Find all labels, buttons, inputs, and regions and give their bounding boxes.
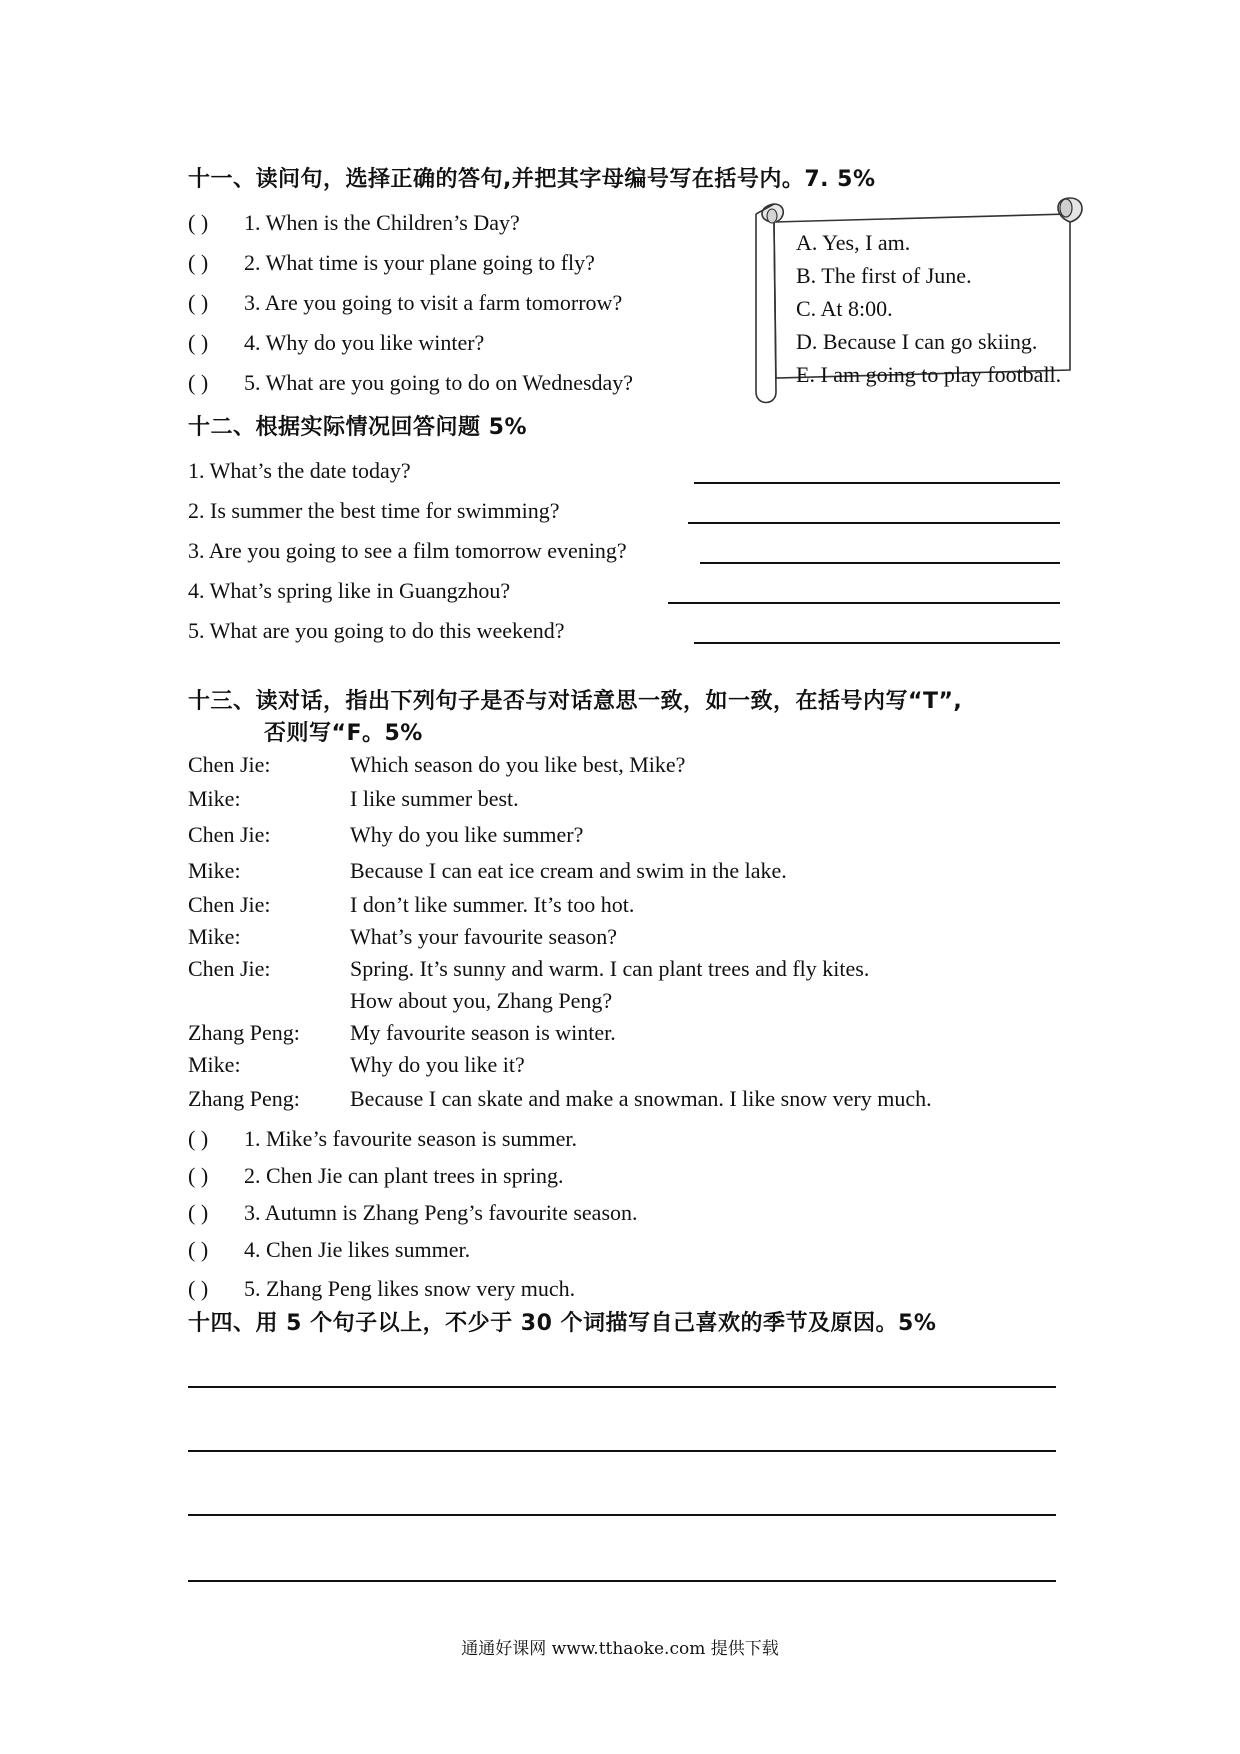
speaker-name: Zhang Peng: bbox=[188, 1020, 300, 1045]
speaker-name: Chen Jie: bbox=[188, 752, 271, 777]
speaker-name: Chen Jie: bbox=[188, 822, 271, 847]
answer-bracket[interactable]: ( ) bbox=[188, 210, 209, 235]
question-text: 3. Are you going to visit a farm tomorrow? bbox=[244, 290, 623, 315]
dialogue-line: How about you, Zhang Peng? bbox=[350, 988, 613, 1013]
speaker-name: Zhang Peng: bbox=[188, 1086, 300, 1111]
speaker-name: Mike: bbox=[188, 786, 241, 811]
dialogue-line: I don’t like summer. It’s too hot. bbox=[350, 892, 635, 917]
option-b: B. The first of June. bbox=[796, 263, 972, 288]
statement-text: 5. Zhang Peng likes snow very much. bbox=[244, 1276, 576, 1301]
dialogue-line: What’s your favourite season? bbox=[350, 924, 617, 949]
section14-heading: 十四、用 5 个句子以上，不少于 30 个词描写自己喜欢的季节及原因。5% bbox=[188, 1311, 937, 1336]
dialogue-line: Spring. It’s sunny and warm. I can plant trees and fly kites. bbox=[350, 956, 870, 981]
answer-bracket[interactable]: ( ) bbox=[188, 1126, 209, 1151]
answer-bracket[interactable]: ( ) bbox=[188, 250, 209, 275]
speaker-name: Chen Jie: bbox=[188, 956, 271, 981]
statement-text: 4. Chen Jie likes summer. bbox=[244, 1237, 471, 1262]
statement-text: 2. Chen Jie can plant trees in spring. bbox=[244, 1163, 564, 1188]
dialogue-line: Why do you like summer? bbox=[350, 822, 584, 847]
answer-line[interactable] bbox=[694, 482, 1060, 484]
answer-bracket[interactable]: ( ) bbox=[188, 1237, 209, 1262]
answer-line[interactable] bbox=[668, 602, 1060, 604]
writing-line[interactable] bbox=[188, 1580, 1056, 1582]
writing-line[interactable] bbox=[188, 1514, 1056, 1516]
question-text: 4. Why do you like winter? bbox=[244, 330, 485, 355]
writing-line[interactable] bbox=[188, 1450, 1056, 1452]
option-a: A. Yes, I am. bbox=[796, 230, 911, 255]
option-e: E. I am going to play football. bbox=[796, 362, 1062, 387]
answer-line[interactable] bbox=[694, 642, 1060, 644]
section13-heading-cont: 否则写“F。5% bbox=[264, 721, 423, 746]
footer-credit: 通通好课网 www.tthaoke.com 提供下载 bbox=[461, 1639, 779, 1659]
question-text: 4. What’s spring like in Guangzhou? bbox=[188, 578, 511, 603]
section13-heading: 十三、读对话，指出下列句子是否与对话意思一致，如一致，在括号内写“T”, bbox=[188, 689, 963, 714]
section11-heading: 十一、读问句，选择正确的答句,并把其字母编号写在括号内。7. 5% bbox=[188, 167, 876, 192]
dialogue-line: Because I can eat ice cream and swim in the lake. bbox=[350, 858, 787, 883]
answer-bracket[interactable]: ( ) bbox=[188, 1200, 209, 1225]
speaker-name: Mike: bbox=[188, 1052, 241, 1077]
option-c: C. At 8:00. bbox=[796, 296, 893, 321]
question-text: 1. When is the Children’s Day? bbox=[244, 210, 520, 235]
speaker-name: Mike: bbox=[188, 924, 241, 949]
dialogue-line: Why do you like it? bbox=[350, 1052, 525, 1077]
question-text: 3. Are you going to see a film tomorrow evening? bbox=[188, 538, 627, 563]
question-text: 5. What are you going to do this weekend? bbox=[188, 618, 565, 643]
section12-heading: 十二、根据实际情况回答问题 5% bbox=[188, 415, 528, 440]
question-text: 2. What time is your plane going to fly? bbox=[244, 250, 595, 275]
dialogue-line: Because I can skate and make a snowman. I like snow very much. bbox=[350, 1086, 932, 1111]
statement-text: 1. Mike’s favourite season is summer. bbox=[244, 1126, 578, 1151]
speaker-name: Mike: bbox=[188, 858, 241, 883]
answer-line[interactable] bbox=[700, 562, 1060, 564]
question-text: 2. Is summer the best time for swimming? bbox=[188, 498, 560, 523]
answer-bracket[interactable]: ( ) bbox=[188, 290, 209, 315]
speaker-name: Chen Jie: bbox=[188, 892, 271, 917]
question-text: 5. What are you going to do on Wednesday? bbox=[244, 370, 634, 395]
dialogue-line: I like summer best. bbox=[350, 786, 519, 811]
answer-bracket[interactable]: ( ) bbox=[188, 370, 209, 395]
answer-bracket[interactable]: ( ) bbox=[188, 330, 209, 355]
answer-bracket[interactable]: ( ) bbox=[188, 1163, 209, 1188]
option-d: D. Because I can go skiing. bbox=[796, 329, 1038, 354]
answer-bracket[interactable]: ( ) bbox=[188, 1276, 209, 1301]
writing-line[interactable] bbox=[188, 1386, 1056, 1388]
dialogue-line: My favourite season is winter. bbox=[350, 1020, 616, 1045]
question-text: 1. What’s the date today? bbox=[188, 458, 411, 483]
dialogue-line: Which season do you like best, Mike? bbox=[350, 752, 686, 777]
statement-text: 3. Autumn is Zhang Peng’s favourite season. bbox=[244, 1200, 638, 1225]
answer-line[interactable] bbox=[688, 522, 1060, 524]
